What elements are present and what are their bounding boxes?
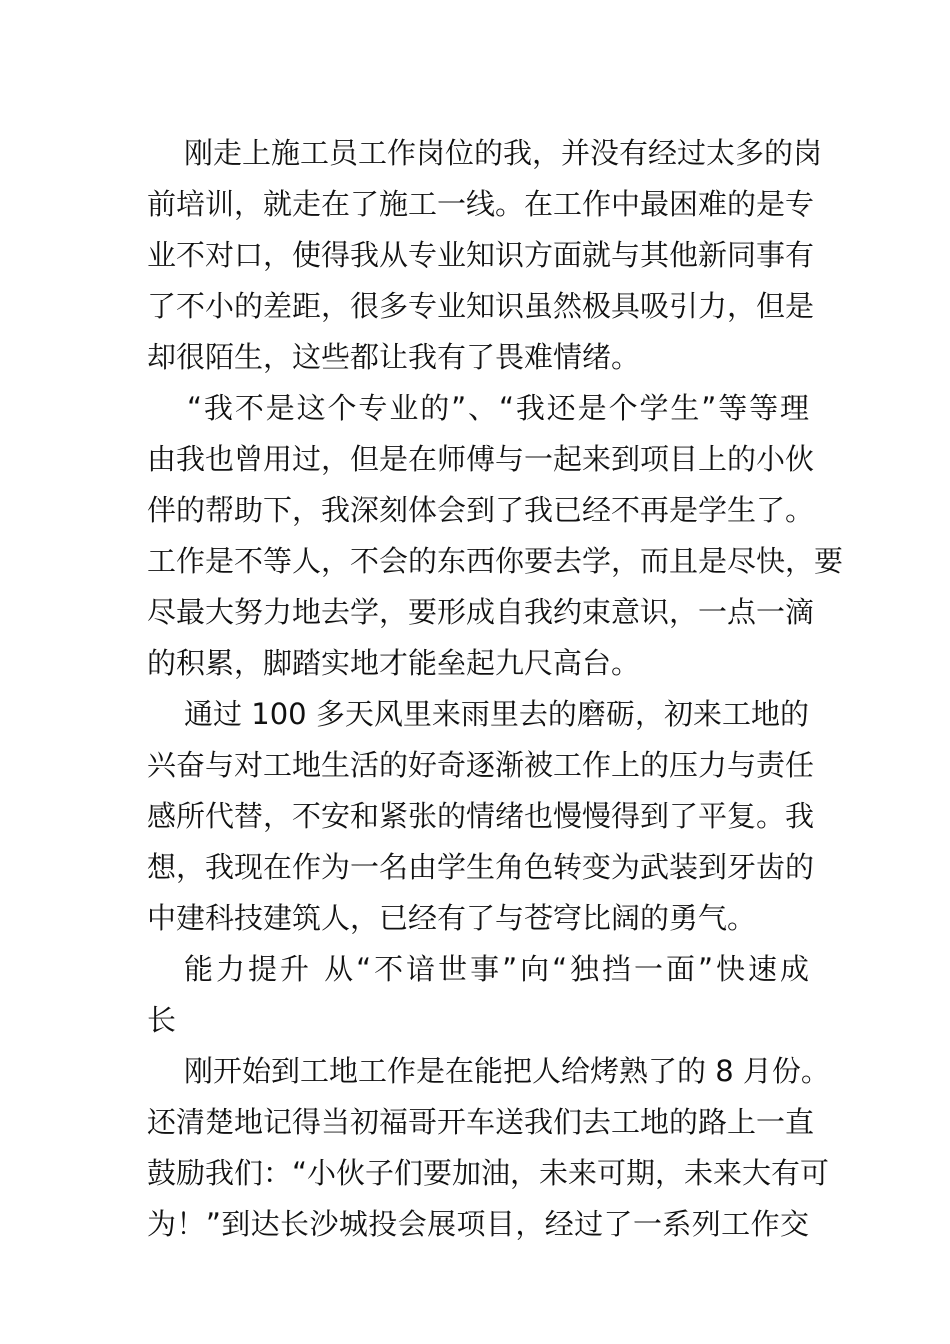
text-line: 兴奋与对工地生活的好奇逐渐被工作上的压力与责任: [147, 748, 815, 782]
text-line: 通过 100 多天风里来雨里去的磨砺，初来工地的: [184, 697, 809, 731]
text-line: 的积累，脚踏实地才能垒起九尺高台。: [147, 646, 641, 680]
text-line: 尽最大努力地去学，要形成自我约束意识，一点一滴: [147, 595, 815, 629]
text-line: 为！”到达长沙城投会展项目，经过了一系列工作交: [147, 1207, 809, 1241]
paragraph-1: [147, 128, 823, 383]
text-line: 刚开始到工地工作是在能把人给烤熟了的 8 月份。: [184, 1054, 830, 1088]
text-line: 前培训，就走在了施工一线。在工作中最困难的是专: [147, 187, 815, 221]
paragraph-3: [147, 689, 815, 944]
paragraph-2: [147, 383, 844, 689]
heading-line: 能力提升 从“不谙世事”向“独挡一面”快速成: [184, 952, 809, 986]
text-line: 业不对口，使得我从专业知识方面就与其他新同事有: [147, 238, 815, 272]
text-line: “我不是这个专业的”、“我还是个学生”等等理: [187, 391, 809, 425]
text-line: 工作是不等人，不会的东西你要去学，而且是尽快，要: [147, 544, 844, 578]
text-line: 想，我现在作为一名由学生角色转变为武装到牙齿的: [147, 850, 815, 884]
text-line: 刚走上施工员工作岗位的我，并没有经过太多的岗: [184, 136, 823, 170]
text-line: 却很陌生，这些都让我有了畏难情绪。: [147, 340, 641, 374]
text-line: 鼓励我们：“小伙子们要加油，未来可期，未来大有可: [147, 1156, 830, 1190]
text-line: 还清楚地记得当初福哥开车送我们去工地的路上一直: [147, 1105, 815, 1139]
text-line: 中建科技建筑人，已经有了与苍穹比阔的勇气。: [147, 901, 757, 935]
text-line: 了不小的差距，很多专业知识虽然极具吸引力，但是: [147, 289, 815, 323]
paragraph-5: [147, 1046, 830, 1250]
document-body: [147, 128, 844, 1250]
text-line: 伴的帮助下，我深刻体会到了我已经不再是学生了。: [147, 493, 815, 527]
heading-line: 长: [147, 1003, 177, 1037]
section-heading: [147, 944, 809, 1046]
text-line: 感所代替，不安和紧张的情绪也慢慢得到了平复。我: [147, 799, 815, 833]
text-line: 由我也曾用过，但是在师傅与一起来到项目上的小伙: [147, 442, 815, 476]
